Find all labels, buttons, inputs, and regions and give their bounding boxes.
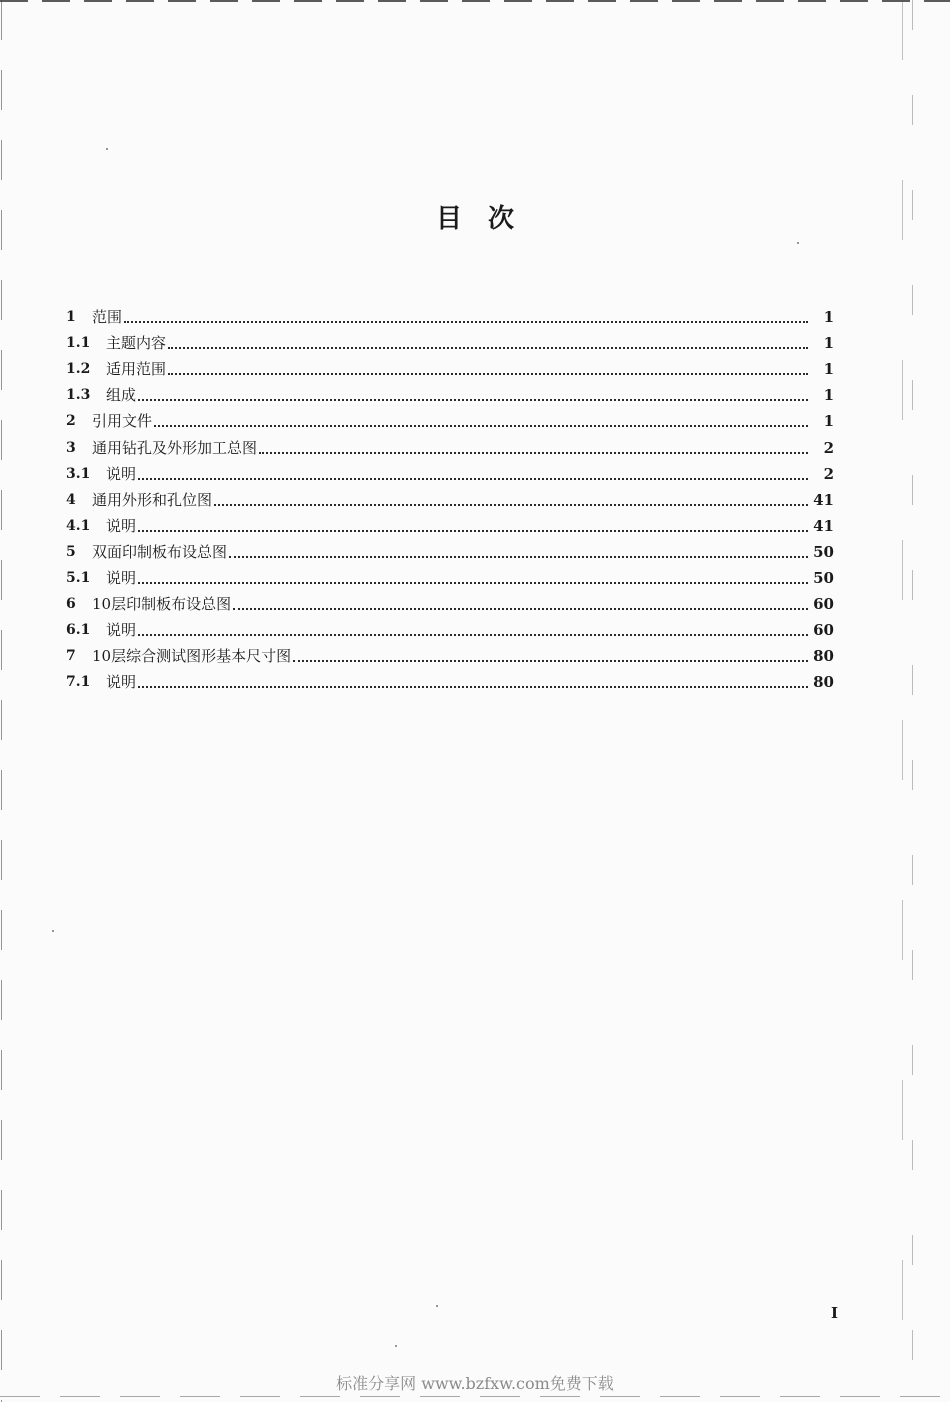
toc-dot-leader (124, 321, 808, 323)
scan-edge-top (0, 0, 950, 2)
table-of-contents (66, 300, 834, 691)
toc-entry-label: 10层印制板布设总图 (92, 595, 232, 614)
toc-entry-number: 5.1 (66, 570, 91, 587)
toc-entry[interactable] (66, 535, 834, 561)
scan-speck (797, 242, 799, 244)
scan-speck (436, 1305, 438, 1307)
toc-dot-leader (138, 530, 808, 532)
toc-entry-label: 引用文件 (92, 412, 153, 431)
toc-entry-label: 说明 (106, 516, 137, 535)
toc-entry-label: 说明 (106, 673, 137, 692)
toc-entry-label: 通用外形和孔位图 (92, 490, 213, 509)
toc-dot-leader (138, 478, 808, 480)
toc-entry-page: 2 (823, 464, 834, 483)
toc-entry-number: 1.3 (66, 387, 91, 404)
toc-entry-page: 80 (813, 673, 834, 692)
toc-entry-label: 说明 (106, 464, 137, 483)
toc-entry-label: 说明 (106, 569, 137, 588)
toc-entry[interactable] (66, 483, 834, 509)
toc-dot-leader (259, 452, 808, 454)
toc-entry-number: 4 (66, 491, 76, 508)
toc-dot-leader (293, 660, 808, 662)
toc-dot-leader (138, 399, 808, 401)
scan-edge-bottom (0, 1396, 950, 1397)
toc-dot-leader (138, 686, 808, 688)
toc-entry-number: 6 (66, 596, 76, 613)
toc-entry[interactable] (66, 326, 834, 352)
toc-entry[interactable] (66, 300, 834, 326)
toc-entry-page: 50 (813, 569, 834, 588)
toc-entry[interactable] (66, 639, 834, 665)
toc-entry[interactable] (66, 457, 834, 483)
toc-entry-page: 41 (813, 516, 834, 535)
toc-entry[interactable] (66, 509, 834, 535)
toc-dot-leader (214, 504, 808, 506)
toc-entry[interactable] (66, 613, 834, 639)
toc-entry-number: 7.1 (66, 674, 91, 691)
toc-entry-number: 3 (66, 439, 76, 456)
scan-speck (395, 1345, 397, 1347)
toc-entry-number: 3.1 (66, 465, 91, 482)
toc-entry-number: 6.1 (66, 622, 91, 639)
toc-dot-leader (229, 556, 808, 558)
toc-entry[interactable] (66, 665, 834, 691)
toc-entry-label: 说明 (106, 621, 137, 640)
toc-entry-page: 60 (813, 621, 834, 640)
toc-entry-number: 1 (66, 309, 76, 326)
scan-speck (106, 148, 108, 150)
toc-entry-page: 1 (823, 360, 834, 379)
toc-dot-leader (168, 373, 808, 375)
toc-entry[interactable] (66, 561, 834, 587)
toc-entry-number: 4.1 (66, 517, 91, 534)
toc-entry-label: 主题内容 (106, 334, 167, 353)
toc-entry-label: 适用范围 (106, 360, 167, 379)
toc-entry-number: 2 (66, 413, 76, 430)
toc-entry-number: 1.1 (66, 335, 91, 352)
toc-entry-label: 范围 (92, 308, 123, 327)
toc-entry-page: 2 (823, 438, 834, 457)
toc-entry-number: 1.2 (66, 361, 91, 378)
toc-entry-number: 7 (66, 648, 76, 665)
toc-entry-label: 10层综合测试图形基本尺寸图 (92, 647, 292, 666)
toc-dot-leader (168, 347, 808, 349)
toc-entry[interactable] (66, 587, 834, 613)
toc-entry-page: 60 (813, 595, 834, 614)
toc-entry-page: 1 (823, 412, 834, 431)
toc-entry-label: 双面印制板布设总图 (92, 542, 228, 561)
toc-entry-page: 1 (823, 308, 834, 327)
scan-speck (52, 930, 54, 932)
toc-entry-page: 50 (813, 542, 834, 561)
toc-dot-leader (138, 634, 808, 636)
toc-dot-leader (154, 425, 808, 427)
toc-dot-leader (138, 582, 808, 584)
toc-entry[interactable] (66, 430, 834, 456)
toc-entry-label: 通用钻孔及外形加工总图 (92, 438, 258, 457)
toc-dot-leader (233, 608, 808, 610)
toc-entry[interactable] (66, 404, 834, 430)
toc-entry-label: 组成 (106, 386, 137, 405)
footer-watermark: 标准分享网 www.bzfxw.com免费下载 (336, 1374, 614, 1393)
toc-entry-page: 80 (813, 647, 834, 666)
page-folio: I (831, 1304, 839, 1322)
toc-entry-number: 5 (66, 543, 76, 560)
page-title: 目 次 (435, 204, 514, 234)
toc-entry[interactable] (66, 378, 834, 404)
toc-entry-page: 1 (823, 386, 834, 405)
toc-entry-page: 41 (813, 490, 834, 509)
toc-entry-page: 1 (823, 334, 834, 353)
toc-entry[interactable] (66, 352, 834, 378)
